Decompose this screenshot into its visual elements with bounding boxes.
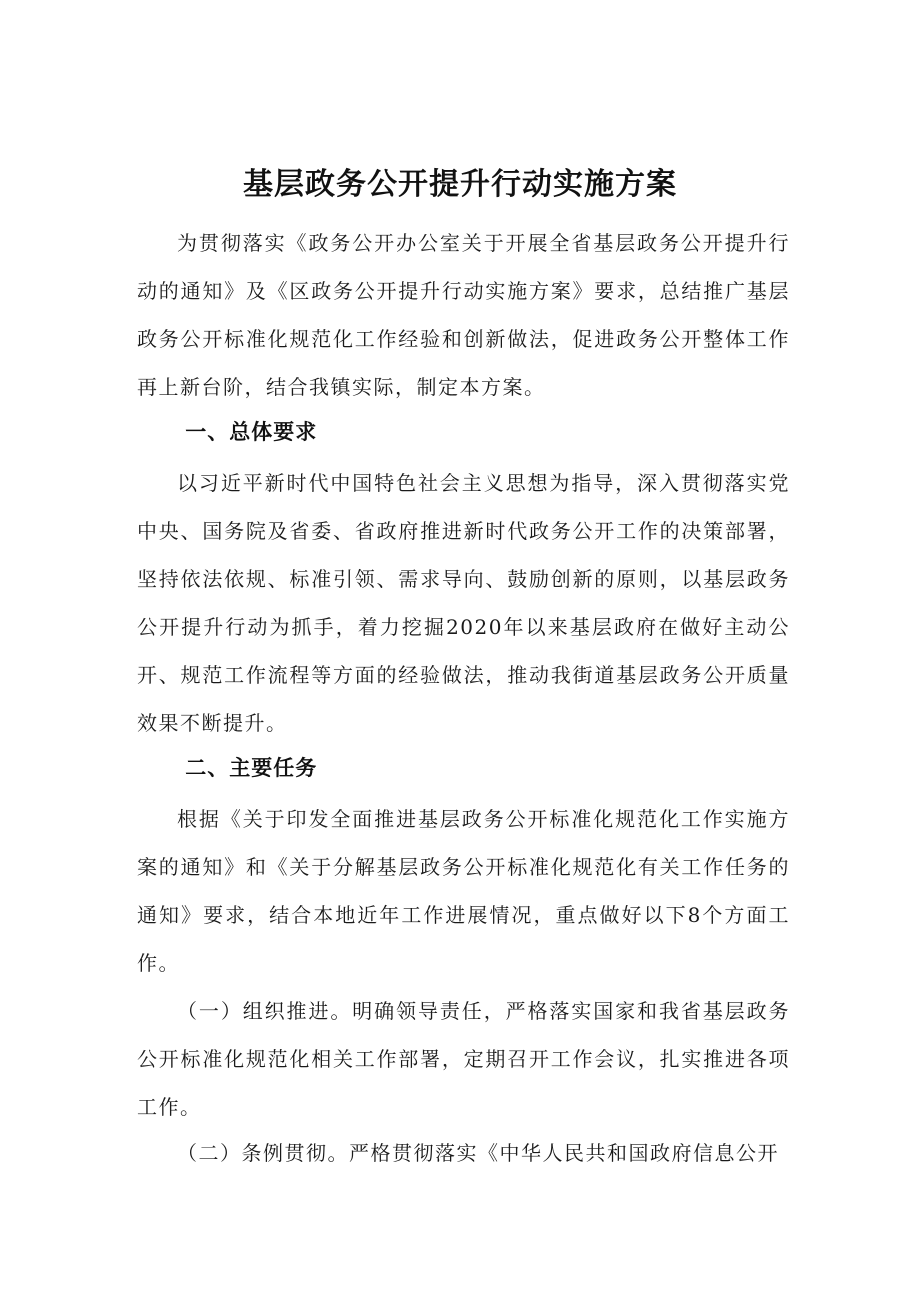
main-tasks-paragraph: 根据《关于印发全面推进基层政务公开标准化规范化工作实施方案的通知》和《关于分解基层政务公开标准化规范化有关工作任务的通知》要求，结合本地近年工作进展情况，重点做好以下8个方面工作。 [137, 807, 790, 975]
general-requirements-paragraph: 以习近平新时代中国特色社会主义思想为指导，深入贯彻落实党中央、国务院及省委、省政府推进新时代政务公开工作的决策部署，坚持依法依规、标准引领、需求导向、鼓励创新的原则，以基层政务公开提升行动为抓手，着力挖掘2020年以来基层政府在做好主动公开、规范工作流程等方面的经验做法，推动我街道基层政务公开质量效果不断提升。 [137, 471, 790, 735]
task-item-organization: （一）组织推进。明确领导责任，严格落实国家和我省基层政务公开标准化规范化相关工作部署，定期召开工作会议，扎实推进各项工作。 [137, 999, 790, 1119]
section-heading-general-requirements: 一、总体要求 [185, 420, 318, 444]
task-item-regulation: （二）条例贯彻。严格贯彻落实《中华人民共和国政府信息公开 [177, 1141, 779, 1165]
section-heading-main-tasks: 二、主要任务 [185, 756, 318, 780]
document-title: 基层政务公开提升行动实施方案 [243, 167, 677, 203]
intro-paragraph: 为贯彻落实《政务公开办公室关于开展全省基层政务公开提升行动的通知》及《区政务公开提升行动实施方案》要求，总结推广基层政务公开标准化规范化工作经验和创新做法，促进政务公开整体工作再上新台阶，结合我镇实际，制定本方案。 [137, 231, 790, 399]
